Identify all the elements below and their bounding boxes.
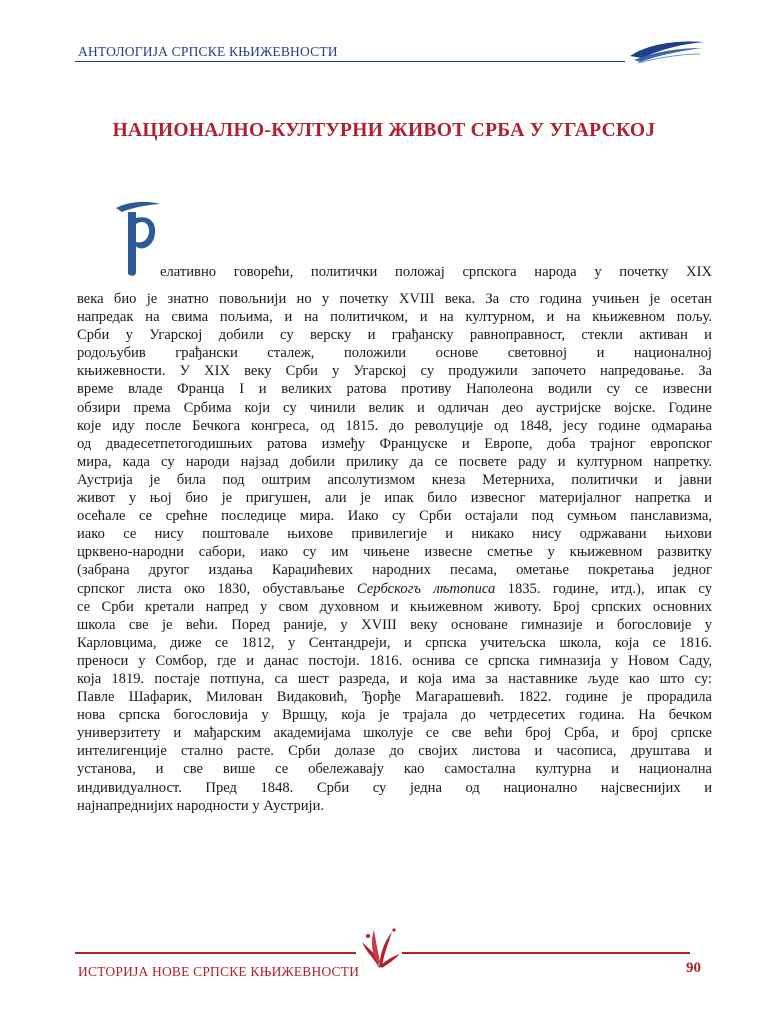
body-line: која 1819. постаје потпуна, са шест разреда, и која има за наставнике људе као што су: [77,670,712,687]
drop-cap-text: Р [137,258,138,259]
body-line: најнапреднијих народности у Аустрији. [77,797,325,814]
body-line: књижевности. У XIX веку Срби у Угарској су продужили започето напредовање. За [77,363,712,380]
blue-swoosh-icon [628,38,706,64]
journal-title: Сербскогъ лѣтописа [356,580,496,597]
body-line: века био је знатно повољнији но у почетку XVIII века. За сто година учињен је осетан [77,291,712,307]
body-line: Аустрија је била под оштрим апсолутизмом кнеза Метерниха, политички и јавни [77,471,712,488]
body-line [77,580,712,598]
body-line: од двадесетпетогодишњих ратова између Француске и Европе, доба трајног европског [77,435,712,452]
body-line: школа све је већи. Поред раније, у XVIII веку основане гимназије и богословије у [77,616,712,633]
body-line: преноси у Сомбор, где и данас постоји. 1816. оснива се српска гимназија у Новом Саду, [77,652,712,669]
body-line: које иду после Бечкога конгреса, од 1815. до револуције од 1848, јесу године одмарања [77,417,712,434]
body-line: се Срби кретали напред у свом духовном и књижевном животу. Број српских основних [77,598,712,615]
body-paragraph [77,290,712,815]
body-line: Срби у Угарској добили су верску и грађанску равноправност, стекли активан и [77,327,712,344]
body-line: обзири према Србима који су чинили велик и одличан део аустријске војске. Године [77,399,712,416]
header-divider [75,61,625,62]
page-number: 90 [686,960,701,976]
body-line: живот у њој био је пригушен, али је ипак било извесног материјалног напретка и [77,490,712,507]
body-line: индивидуалност. Пред 1848. Срби су једна од национално најсвеснијих и [77,779,712,796]
body-line: напредак на свима пољима, и на политичком, и на културном, и на књижевном пољу. [77,309,712,326]
body-line: Карловцима, диже се 1812, у Сентандреји, и српска учитељска школа, која се 1816. [77,634,712,651]
drop-cap-letter [112,198,162,278]
body-line: Павле Шафарик, Милован Видаковић, Ђорђе Магарашевић. 1822. године је прорадила [77,689,712,706]
body-line: иако се нису поштовале њихове привилегије и никако нису одржавани њихови [77,526,712,543]
red-flourish-icon [356,924,402,972]
chapter-title: НАЦИОНАЛНО-КУЛТУРНИ ЖИВОТ СРБА У УГАРСКОЈ [112,120,656,141]
first-line-text: елативно говорећи, политички положај српскога народа у почетку XIX [160,264,712,280]
running-footer-title: ИСТОРИЈА НОВЕ СРПСКЕ КЊИЖЕВНОСТИ [78,964,360,979]
body-line: (забрана другог издања Караџићевих народних песама, ометање покретања једног [77,562,712,579]
body-line: време владе Франца I и великих ратова противу Наполеона водили су се извесни [77,381,712,398]
body-line: родољубив грађански сталеж, положили основе световној и националној [77,345,712,362]
body-line-part: српског листа око 1830, обустављање [77,580,357,597]
body-line: нова српска богословија у Вршцу, која је трајала до четрдесетих година. На бечком [77,707,712,724]
body-line: установа, и све више се обележавају као самостална културна и национална [77,761,712,778]
body-line: мира, када су народи најзад добили прилику да се посвете раду и културном напретку. [77,453,712,470]
body-line: осећале се срећне последице мира. Иако су Срби остајали под сумњом панславизма, [77,508,712,525]
body-line-part: 1835. године, итд.), ипак су [495,580,713,597]
body-line: универзитету и мађарским академијама школује се све већи број Срба, и број српске [77,725,712,742]
body-line: црквено-народни сабори, иако су им чињене извесне сметње у књижевном развитку [77,544,712,561]
running-header-title: АНТОЛОГИЈА СРПСКЕ КЊИЖЕВНОСТИ [78,44,338,59]
body-line: интелигенције стално расте. Срби долазе до својих листова и часописа, друштава и [77,743,712,760]
